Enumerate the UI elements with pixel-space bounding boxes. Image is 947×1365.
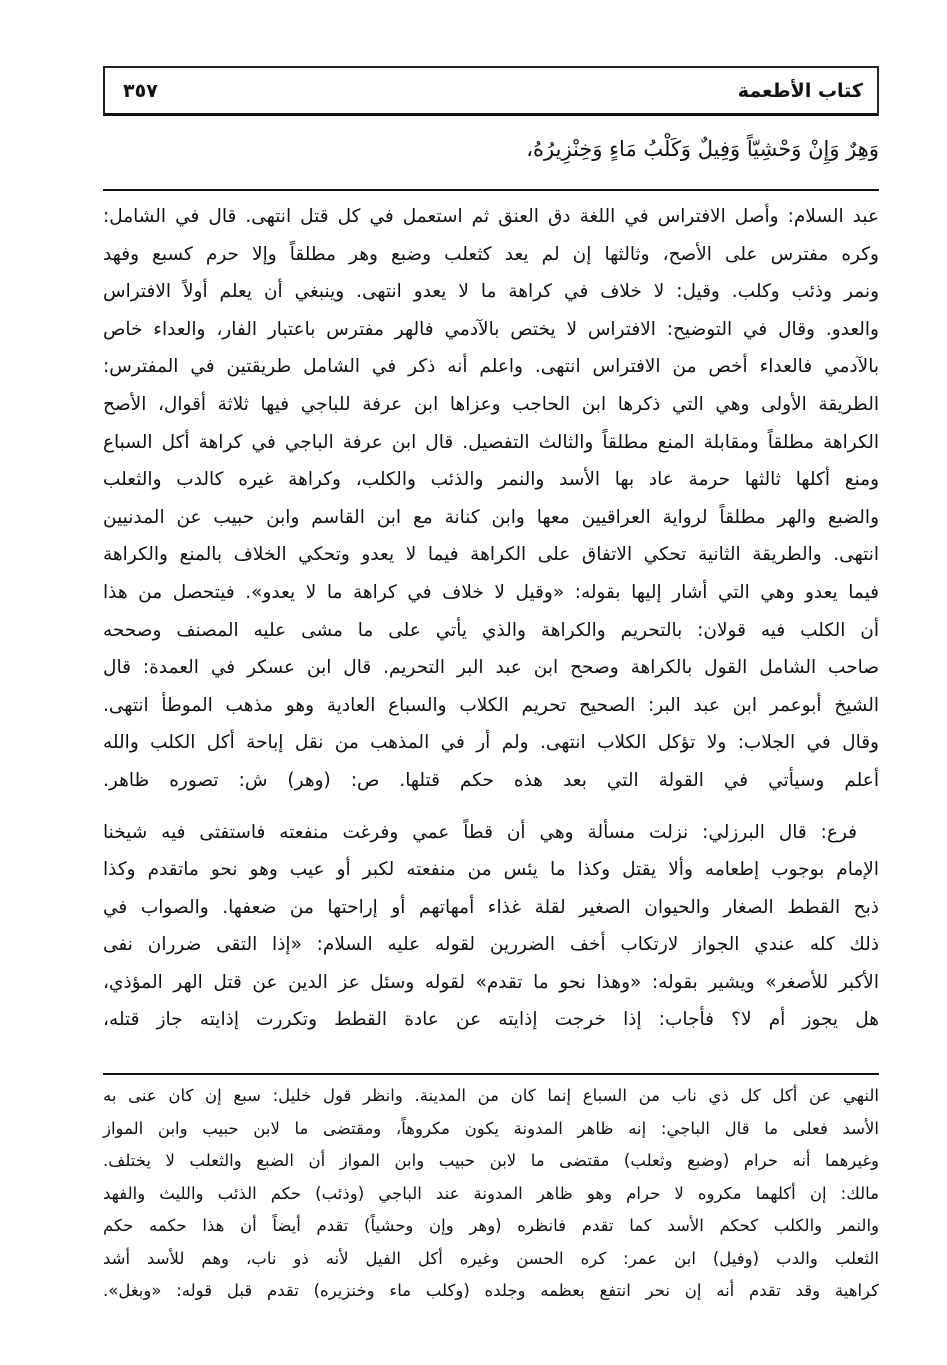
text-line: الأسد فعلى ما قال الباجي: إنه ظاهر المدونة يكون مكروهاً، ومقتضى ما لابن حبيب وابن المواز	[103, 1118, 879, 1138]
text-line: ذبح القطط الصغار والحيوان الصغير لقلة غذاء أمهاتهم أو إراحتها من ضعفها. والصواب في	[103, 896, 879, 918]
footnotes	[103, 1080, 879, 1308]
text-line: صاحب الشامل القول بالكراهة وصحح ابن عبد البر التحريم. قال ابن عسكر في العمدة: قال	[103, 657, 879, 679]
text-line: مالك: إن أكلهما مكروه لا حرام وهو ظاهر المدونة عند الباجي (وذئب) حكم الذئب والليث والفهد	[103, 1183, 879, 1203]
text-line: الكراهة مطلقاً ومقابلة المنع مطلقاً والثالث التفصيل. قال ابن عرفة الباجي في كراهة أكل السباع	[103, 431, 879, 453]
running-title: كتاب الأطعمة	[737, 80, 863, 102]
text-line: والعدو. وقال في التوضيح: الافتراس لا يختص بالآدمي فالهر مفترس باعتبار الفار، والعداء خاص	[103, 318, 879, 340]
page-number: ٣٥٧	[123, 80, 158, 102]
footnote-divider	[103, 1073, 879, 1075]
text-line: وقال في الجلاب: ولا تؤكل الكلاب انتهى. ولم أر في المذهب من نقل إباحة أكل الكلب والله	[103, 732, 879, 754]
text-line: النهي عن أكل كل ذي ناب من السباع إنما كان من المدينة. وانظر قول خليل: سبع إن كان عنى به	[103, 1086, 879, 1105]
text-line: ذلك كله عندي الجواز لارتكاب أخف الضررين لقوله عليه السلام: «إذا التقى ضرران نفى	[103, 934, 879, 956]
text-line: انتهى. والطريقة الثانية تحكي الاتفاق على الكراهة فيما لا يعدو وتحكي الخلاف بالمنع والكراهة	[103, 544, 879, 566]
text-line: فيما يعدو وهي التي أشار إليها بقوله: «وقيل لا خلاف في كراهة ما لا يعدو». فيتحصل من هذا	[103, 581, 879, 603]
running-header	[103, 66, 879, 116]
text-line: الإمام بوجوب إطعامه وألا يقتل وكذا ما يئس من منفعته لكبر أو عيب وهو نحو ماتقدم وكذا	[103, 859, 879, 881]
text-line: والنمر والكلب كحكم الأسد كما تقدم فانظره (وهر وإن وحشياً) تقدم أيضاً أن هذا حكمه حكم	[103, 1216, 879, 1235]
matn-divider	[103, 189, 879, 191]
text-line: فرع: قال البرزلي: نزلت مسألة وهي أن قطاً عمي وفرغت منفعته فاستفتى فيه شيخنا	[103, 821, 857, 843]
text-line: الطريقة الأولى وهي التي ذكرها ابن الحاجب وعزاها ابن عرفة للباجي فيها ثلاثة أقوال، الأصح	[103, 393, 879, 415]
text-line: ونمر وذئب وكلب. وقيل: لا خلاف في كراهة ما لا يعدو انتهى. وينبغي أن يعلم أولاً الافتراس	[103, 281, 879, 303]
text-line: الثعلب والدب (وفيل) ابن عمر: كره الحسن وغيره أكل الفيل لأنه ذو ناب، وهم للأسد أشد	[103, 1248, 879, 1268]
text-line: الأكبر للأصغر» ويشير بقوله: «وهذا نحو ما تقدم» لقوله وسئل عز الدين عن قتل الهر المؤذي،	[103, 971, 879, 993]
commentary-body	[103, 198, 879, 1039]
matn-text: وَهِرٌ وَإِنْ وَحْشِيّاً وَفِيلٌ وَكَلْبُ مَاءٍ وَخِنْزِيرُهُ،	[526, 137, 879, 161]
text-line: هل يجوز أم لا؟ فأجاب: إذا خرجت إذايته عن عادة القطط وتكررت إذايته جاز قتله،	[103, 1009, 879, 1031]
text-line: عبد السلام: وأصل الافتراس في اللغة دق العنق ثم استعمل في كل قتل انتهى. قال في الشامل:	[103, 206, 879, 227]
text-line: وكره مفترس على الأصح، وثالثها إن لم يعد كثعلب وضبع وهر مطلقاً وإلا حرم كسبع وفهد	[103, 243, 879, 265]
text-line: أن الكلب فيه قولان: بالتحريم والكراهة والذي يأتي على ما مشى عليه المصنف وصححه	[103, 619, 879, 641]
text-line: كراهية وقد تقدم أنه إن نحر انتفع بعظمه وجلده (وكلب ماء وخنزيره) تقدم قبل قوله: «وبغل».	[103, 1281, 879, 1300]
text-line: ومنع أكلها ثالثها حرمة عاد بها الأسد والنمر والذئب والكلب، وكراهة غيره كالدب والثعلب	[103, 469, 879, 491]
paragraph-1	[103, 198, 879, 800]
text-line: أعلم وسيأتي في القولة التي بعد هذه حكم قتلها. ص: (وهر) ش: تصوره ظاهر.	[103, 769, 879, 791]
text-line: وغيرهما أنه حرام (وضبع وثعلب) مقتضى ما لابن حبيب وابن المواز أن الضبع والثعلب لا يختلف.	[103, 1151, 879, 1170]
text-line: الشيخ أبوعمر ابن عبد البر: الصحيح تحريم الكلاب والسباع العادية وهو مذهب الموطأ انتهى.	[103, 694, 879, 716]
text-line: بالآدمي فالعداء أخص من الافتراس انتهى. واعلم أنه ذكر في الشامل طريقتين في المفترس:	[103, 356, 879, 378]
paragraph-2	[103, 814, 879, 1040]
text-line: والضبع والهر مطلقاً لرواية العراقيين معها وابن كنانة مع ابن القاسم وابن حبيب عن المدنيين	[103, 506, 879, 528]
